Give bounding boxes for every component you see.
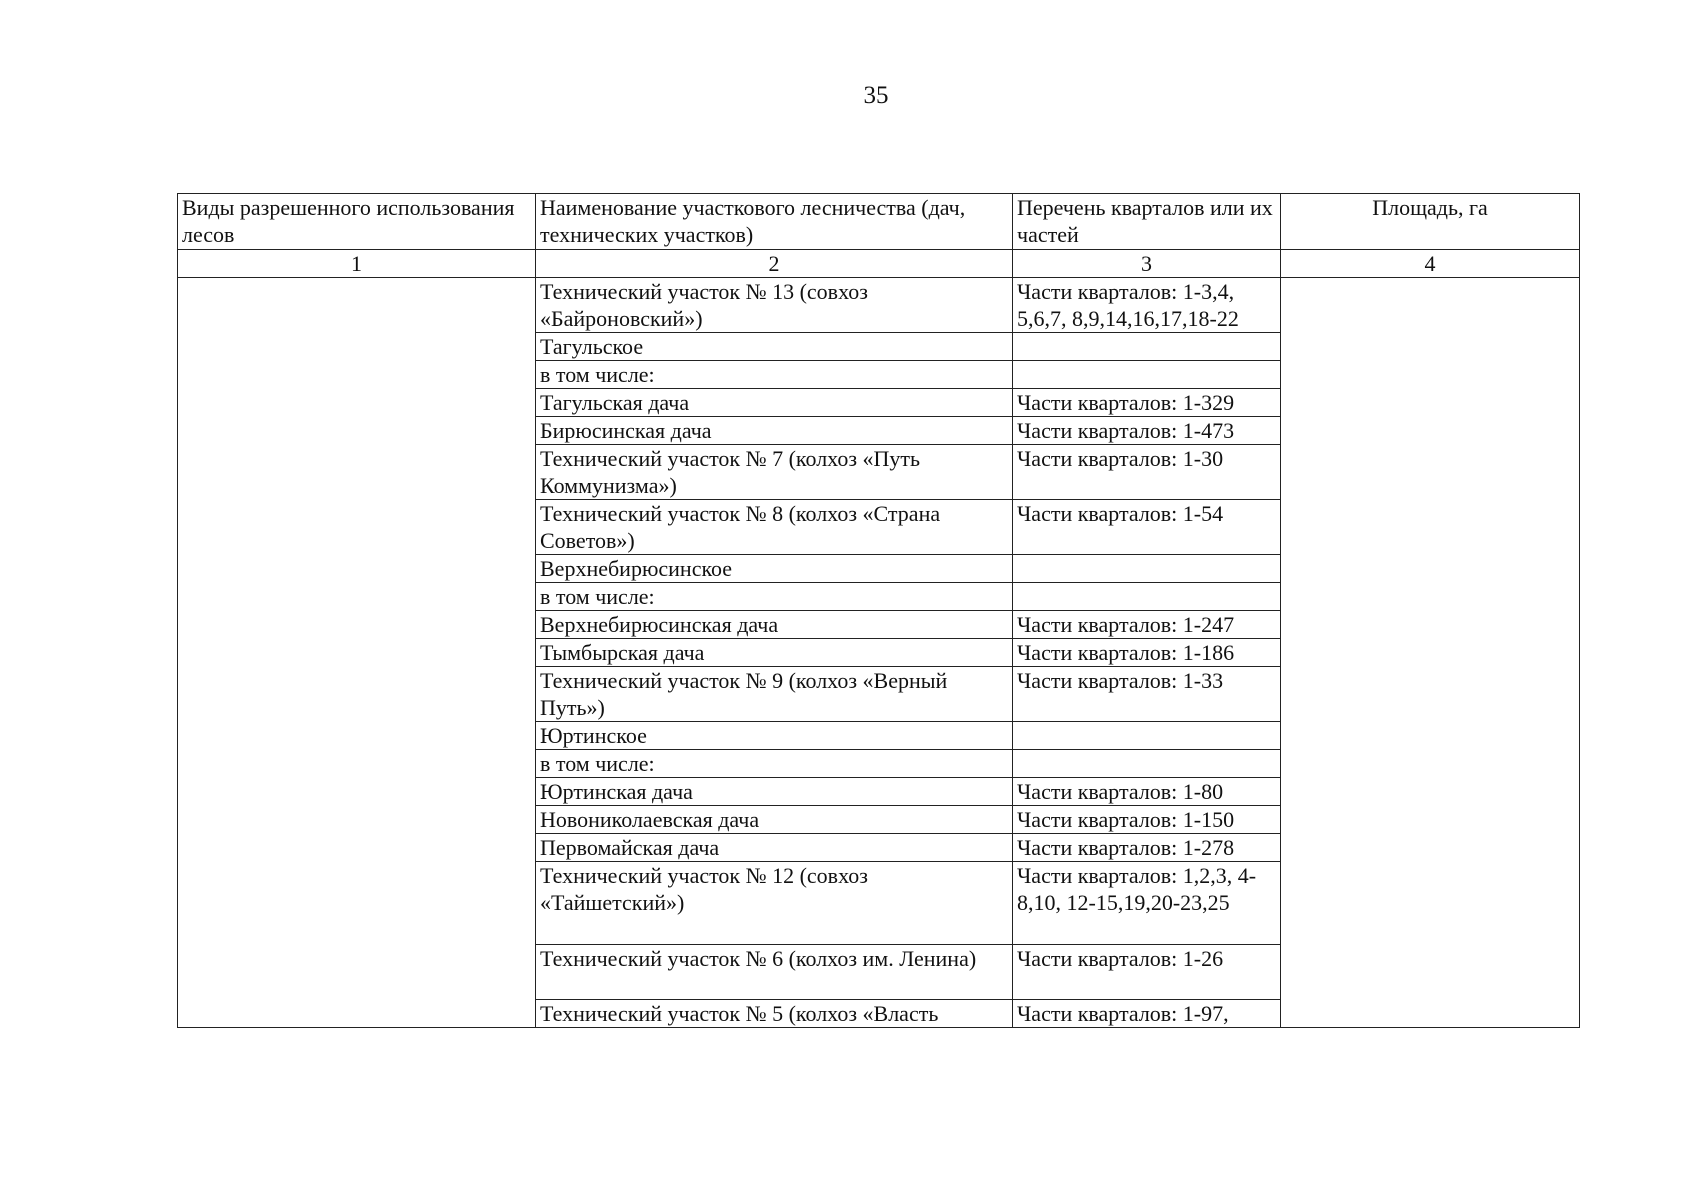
forestry-name-cell: Первомайская дача [536,834,1013,862]
quarters-cell: Части кварталов: 1-33 [1013,667,1281,722]
quarters-cell [1013,333,1281,361]
forestry-name-cell: Технический участок № 13 (совхоз «Байроновский») [536,278,1013,333]
forestry-name-cell: в том числе: [536,583,1013,611]
use-type-cell [178,278,536,1028]
column-number-row [178,250,1580,278]
quarters-cell: Части кварталов: 1-278 [1013,834,1281,862]
quarters-cell [1013,361,1281,389]
quarters-cell: Части кварталов: 1-329 [1013,389,1281,417]
quarters-cell: Части кварталов: 1-473 [1013,417,1281,445]
quarters-cell [1013,722,1281,750]
forestry-name-cell: Тагульское [536,333,1013,361]
forestry-name-cell: Технический участок № 6 (колхоз им. Ленина) [536,945,1013,1000]
quarters-cell [1013,750,1281,778]
column-number-1: 1 [178,250,536,278]
forestry-name-cell: Новониколаевская дача [536,806,1013,834]
table-row [178,278,1580,333]
quarters-cell: Части кварталов: 1-80 [1013,778,1281,806]
quarters-cell: Части кварталов: 1-186 [1013,639,1281,667]
quarters-cell [1013,583,1281,611]
forestry-name-cell: Технический участок № 8 (колхоз «Страна Советов») [536,500,1013,555]
column-number-3: 3 [1013,250,1281,278]
forestry-name-cell: Технический участок № 12 (совхоз «Тайшетский») [536,862,1013,945]
quarters-cell: Части кварталов: 1-26 [1013,945,1281,1000]
forestry-name-cell: в том числе: [536,750,1013,778]
header-col4: Площадь, га [1281,194,1580,250]
quarters-cell: Части кварталов: 1-54 [1013,500,1281,555]
forestry-name-cell: Тымбырская дача [536,639,1013,667]
forestry-name-cell: Юртинское [536,722,1013,750]
header-col1: Виды разрешенного использования лесов [178,194,536,250]
page-number: 35 [863,82,889,109]
forest-table-container [177,193,1579,1028]
forestry-name-cell: Технический участок № 5 (колхоз «Власть [536,1000,1013,1028]
quarters-cell [1013,555,1281,583]
forest-use-table [177,193,1580,1028]
forestry-name-cell: Технический участок № 7 (колхоз «Путь Коммунизма») [536,445,1013,500]
forestry-name-cell: Верхнебирюсинское [536,555,1013,583]
header-row [178,194,1580,250]
quarters-cell: Части кварталов: 1-30 [1013,445,1281,500]
forestry-name-cell: Технический участок № 9 (колхоз «Верный Путь») [536,667,1013,722]
area-cell [1281,278,1580,1028]
forestry-name-cell: Тагульская дача [536,389,1013,417]
column-number-4: 4 [1281,250,1580,278]
header-col3: Перечень кварталов или их частей [1013,194,1281,250]
forestry-name-cell: Бирюсинская дача [536,417,1013,445]
quarters-cell: Части кварталов: 1-247 [1013,611,1281,639]
header-col2: Наименование участкового лесничества (дач, технических участков) [536,194,1013,250]
quarters-cell: Части кварталов: 1,2,3, 4-8,10, 12-15,19,20-23,25 [1013,862,1281,945]
quarters-cell: Части кварталов: 1-97, [1013,1000,1281,1028]
quarters-cell: Части кварталов: 1-3,4, 5,6,7, 8,9,14,16,17,18-22 [1013,278,1281,333]
forestry-name-cell: Верхнебирюсинская дача [536,611,1013,639]
quarters-cell: Части кварталов: 1-150 [1013,806,1281,834]
column-number-2: 2 [536,250,1013,278]
forestry-name-cell: в том числе: [536,361,1013,389]
forestry-name-cell: Юртинская дача [536,778,1013,806]
